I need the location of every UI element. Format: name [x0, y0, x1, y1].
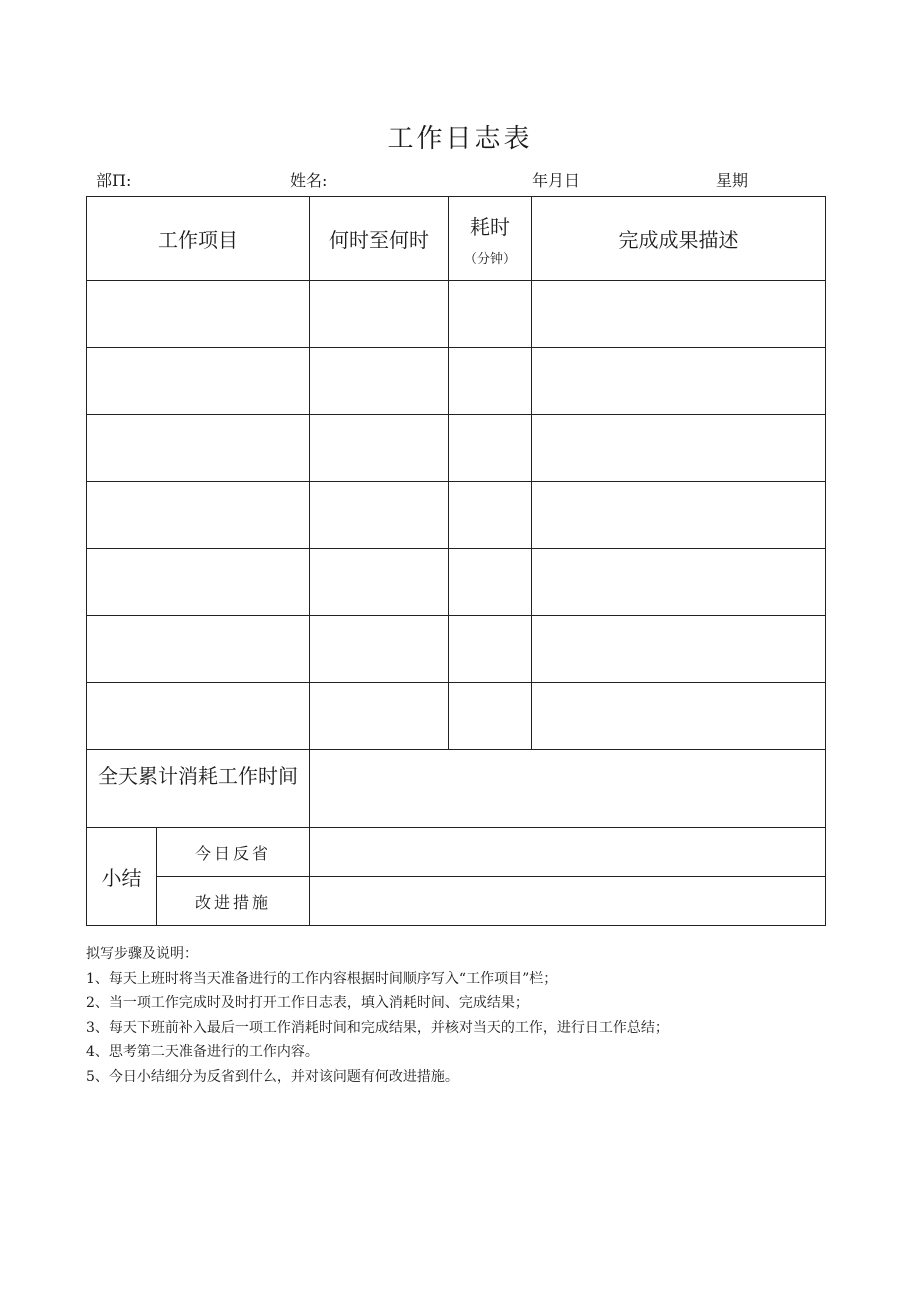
- cell-time-range[interactable]: [310, 348, 449, 415]
- date-label: 年月日: [532, 171, 581, 190]
- cell-time-range[interactable]: [310, 683, 449, 750]
- table-row: [87, 683, 826, 750]
- table-row: [87, 281, 826, 348]
- cell-work-item[interactable]: [87, 683, 310, 750]
- cell-result[interactable]: [532, 348, 826, 415]
- header-result: 完成成果描述: [532, 197, 826, 281]
- total-time-value[interactable]: [310, 750, 826, 828]
- table-row: [87, 616, 826, 683]
- summary-improvement-row: [87, 877, 826, 926]
- reflection-label: 今日反省: [157, 828, 310, 877]
- cell-time-range[interactable]: [310, 482, 449, 549]
- table-row: [87, 348, 826, 415]
- summary-label: 小结: [87, 828, 157, 926]
- instruction-item: 2、当一项工作完成时及时打开工作日志表，填入消耗时间、完成结果；: [86, 995, 529, 1011]
- page-title: 工作日志表: [387, 124, 533, 154]
- cell-time-range[interactable]: [310, 616, 449, 683]
- cell-work-item[interactable]: [87, 348, 310, 415]
- cell-result[interactable]: [532, 616, 826, 683]
- improvement-label: 改进措施: [157, 877, 310, 926]
- cell-work-item[interactable]: [87, 549, 310, 616]
- header-work-item: 工作项目: [87, 197, 310, 281]
- cell-time-range[interactable]: [310, 415, 449, 482]
- table-row: [87, 549, 826, 616]
- cell-result[interactable]: [532, 683, 826, 750]
- instruction-item: 1、每天上班时将当天准备进行的工作内容根据时间顺序写入“工作项目”栏；: [86, 970, 558, 987]
- cell-duration[interactable]: [449, 482, 532, 549]
- table-row: [87, 415, 826, 482]
- instructions-heading: 拟写步骤及说明：: [86, 946, 198, 962]
- cell-duration[interactable]: [449, 281, 532, 348]
- total-time-row: [87, 750, 826, 828]
- table-row: [87, 482, 826, 549]
- weekday-label: 星期: [716, 171, 749, 190]
- instruction-item: 3、每天下班前补入最后一项工作消耗时间和完成结果，并核对当天的工作，进行日工作总结；: [86, 1019, 669, 1036]
- cell-result[interactable]: [532, 281, 826, 348]
- instruction-item: 5、今日小结细分为反省到什么，并对该问题有何改进措施。: [86, 1068, 459, 1085]
- cell-duration[interactable]: [449, 683, 532, 750]
- header-duration-unit: （分钟）: [463, 251, 516, 267]
- reflection-value[interactable]: [310, 828, 826, 877]
- cell-result[interactable]: [532, 482, 826, 549]
- work-log-table: [86, 196, 826, 926]
- summary-reflection-row: [87, 828, 826, 877]
- department-label: 部Π:: [96, 171, 132, 190]
- cell-work-item[interactable]: [87, 281, 310, 348]
- header-time-range: 何时至何时: [310, 197, 449, 281]
- instruction-item: 4、思考第二天准备进行的工作内容。: [86, 1044, 319, 1060]
- cell-work-item[interactable]: [87, 415, 310, 482]
- cell-duration[interactable]: [449, 415, 532, 482]
- cell-result[interactable]: [532, 415, 826, 482]
- cell-result[interactable]: [532, 549, 826, 616]
- cell-duration[interactable]: [449, 549, 532, 616]
- cell-duration[interactable]: [449, 616, 532, 683]
- table-header-row: [87, 197, 826, 281]
- name-label: 姓名:: [290, 171, 328, 190]
- cell-time-range[interactable]: [310, 549, 449, 616]
- total-time-label: 全天累计消耗工作时间: [87, 750, 310, 828]
- improvement-value[interactable]: [310, 877, 826, 926]
- cell-work-item[interactable]: [87, 616, 310, 683]
- header-duration-label: 耗时: [470, 214, 510, 239]
- cell-duration[interactable]: [449, 348, 532, 415]
- cell-work-item[interactable]: [87, 482, 310, 549]
- instructions: [86, 942, 669, 1089]
- cell-time-range[interactable]: [310, 281, 449, 348]
- header-duration: [449, 197, 532, 281]
